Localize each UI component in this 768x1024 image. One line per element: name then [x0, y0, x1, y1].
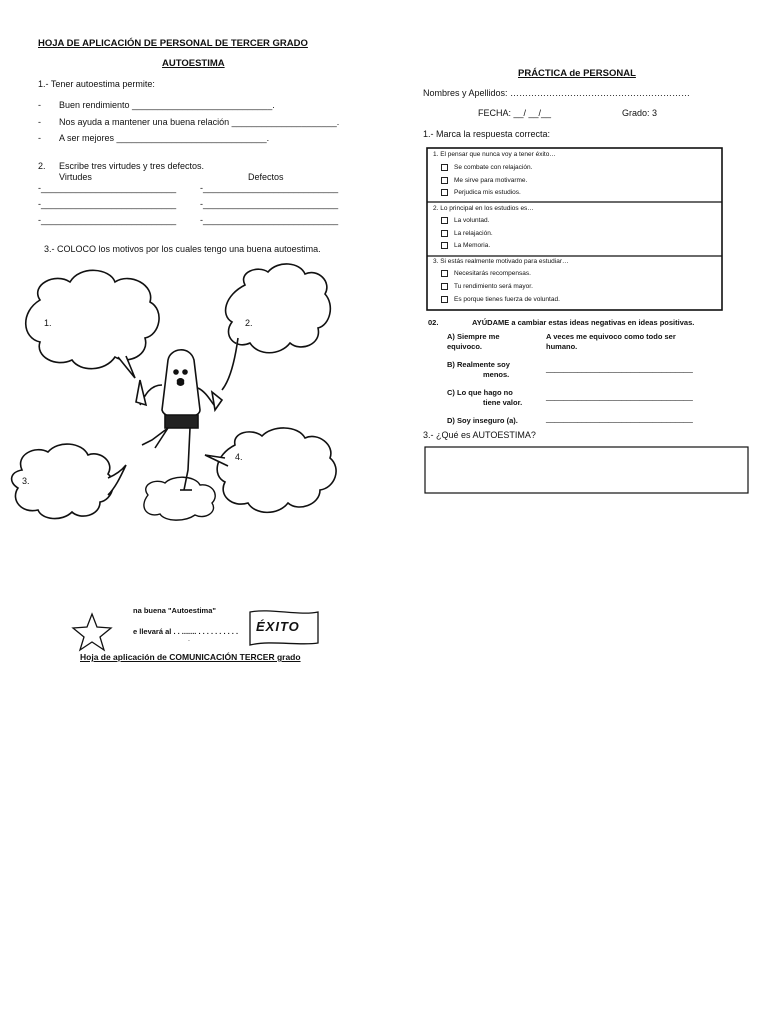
cloud-label-1: 1. — [44, 318, 52, 328]
option-text: Tu rendimiento será mayor. — [454, 283, 533, 291]
option-text: La Memoria. — [454, 242, 491, 250]
idea-a-answer-1: A veces me equivoco como todo ser — [546, 332, 676, 341]
thought-cloud-4 — [205, 428, 336, 512]
idea-d-answer[interactable]: _________________________________ — [546, 414, 693, 423]
mc-block-3-option-3[interactable] — [441, 296, 560, 303]
option-text: Perjudica mis estudios. — [454, 189, 521, 197]
mc-block-2-option-2[interactable] — [441, 230, 493, 237]
option-text: Es porque tienes fuerza de voluntad. — [454, 296, 560, 304]
defectos-header: Defectos — [248, 172, 284, 182]
idea-c-label-1: C) Lo que hago no — [447, 388, 513, 397]
cloud-label-2: 2. — [245, 318, 253, 328]
option-text: Me sirve para motivarme. — [454, 177, 528, 185]
checkbox-icon[interactable] — [441, 270, 448, 277]
bottom-title: Hoja de aplicación de COMUNICACIÓN TERCER grado — [80, 652, 301, 662]
left-subtitle: AUTOESTIMA — [162, 58, 225, 69]
checkbox-icon[interactable] — [441, 177, 448, 184]
q2-prompt: Escribe tres virtudes y tres defectos. — [59, 161, 205, 171]
checkbox-icon[interactable] — [441, 242, 448, 249]
virtud-line-2[interactable]: -___________________________ — [38, 199, 177, 209]
idea-c-label-2: tiene valor. — [483, 398, 523, 407]
idea-d-label: D) Soy inseguro (a). — [447, 416, 518, 425]
grado-field: Grado: 3 — [622, 108, 658, 118]
virtudes-header: Virtudes — [59, 172, 92, 182]
mc-block-3-option-1[interactable] — [441, 270, 531, 277]
right-q2-number: 02. — [428, 318, 439, 327]
idea-a-answer-2: humano. — [546, 342, 578, 351]
idea-a-label-1: A) Siempre me — [447, 332, 500, 341]
footer-line-1: na buena "Autoestima" — [133, 606, 216, 615]
mc-block-3-heading: 3. Si estás realmente motivado para estudiar… — [433, 258, 569, 265]
q1-item-1[interactable]: Buen rendimiento ____________________________. — [59, 100, 275, 110]
mc-block-3-option-2[interactable] — [441, 283, 533, 290]
thought-cloud-2 — [222, 264, 330, 390]
mc-block-1-option-2[interactable] — [441, 177, 527, 184]
mc-block-1-option-1[interactable] — [441, 164, 532, 171]
checkbox-icon[interactable] — [441, 296, 448, 303]
checkbox-icon[interactable] — [441, 189, 448, 196]
option-text: Necesitarás recompensas. — [454, 270, 531, 278]
defecto-line-3[interactable]: -___________________________ — [200, 215, 339, 225]
exito-badge-text: ÉXITO — [256, 619, 300, 634]
idea-c-answer[interactable]: _________________________________ — [546, 392, 693, 401]
q3-prompt-a: 3.- COLOCO — [44, 244, 97, 254]
checkbox-icon[interactable] — [441, 217, 448, 224]
q1-prompt: 1.- Tener autoestima permite: — [38, 79, 155, 89]
idea-b-label-1: B) Realmente soy — [447, 360, 510, 369]
mc-block-1-heading: 1. El pensar que nunca voy a tener éxito… — [433, 151, 556, 158]
right-q3-prompt: 3.- ¿Qué es AUTOESTIMA? — [423, 430, 536, 440]
footer-dot: . — [188, 636, 190, 643]
option-text: La voluntad. — [454, 217, 490, 225]
idea-b-label-2: menos. — [483, 370, 510, 379]
option-text: Se combate con relajación. — [454, 164, 533, 172]
virtud-line-3[interactable]: -___________________________ — [38, 215, 177, 225]
fecha-field[interactable]: FECHA: __/ __/__ — [478, 108, 552, 118]
mc-block-2-option-3[interactable] — [441, 242, 490, 249]
cloud-label-4: 4. — [235, 452, 243, 462]
cartoon-figure — [136, 350, 222, 490]
figure-cloud — [144, 477, 215, 520]
right-q2-prompt: AYÚDAME a cambiar estas ideas negativas en ideas positivas. — [472, 318, 695, 327]
virtud-line-1[interactable]: -___________________________ — [38, 183, 177, 193]
right-q1-prompt: 1.- Marca la respuesta correcta: — [423, 129, 551, 139]
q1-bullet-1: - — [38, 100, 41, 110]
q1-bullet-3: - — [38, 133, 41, 143]
checkbox-icon[interactable] — [441, 283, 448, 290]
q3-prompt-b: los motivos por los cuales tengo una buena autoestima. — [98, 244, 321, 254]
q2-number: 2. — [38, 161, 46, 171]
right-title: PRÁCTICA de PERSONAL — [518, 68, 636, 79]
option-text: La relajación. — [454, 230, 493, 238]
name-line[interactable]: Nombres y Apellidos: …………………………………………………… — [423, 88, 691, 98]
cloud-label-3: 3. — [22, 476, 30, 486]
checkbox-icon[interactable] — [441, 230, 448, 237]
footer-line-2: e llevará al . . ....... . . . . . . . . . . — [133, 627, 239, 636]
idea-a-label-2: equivoco. — [447, 342, 483, 351]
left-title: HOJA DE APLICACIÓN DE PERSONAL DE TERCER GRADO — [38, 38, 308, 49]
checkbox-icon[interactable] — [441, 164, 448, 171]
mc-block-1-option-3[interactable] — [441, 189, 521, 196]
q1-item-2[interactable]: Nos ayuda a mantener una buena relación _____________________. — [59, 117, 340, 127]
idea-b-answer[interactable]: _________________________________ — [546, 364, 693, 373]
star-icon — [73, 614, 111, 650]
mc-block-2-heading: 2. Lo principal en los estudios es… — [433, 205, 534, 212]
q1-item-3[interactable]: A ser mejores ______________________________. — [59, 133, 270, 143]
autoestima-answer-box[interactable] — [425, 447, 748, 493]
q3-prompt — [44, 244, 321, 254]
mc-block-2-option-1[interactable] — [441, 217, 489, 224]
q1-bullet-2: - — [38, 117, 41, 127]
defecto-line-1[interactable]: -___________________________ — [200, 183, 339, 193]
defecto-line-2[interactable]: -___________________________ — [200, 199, 339, 209]
